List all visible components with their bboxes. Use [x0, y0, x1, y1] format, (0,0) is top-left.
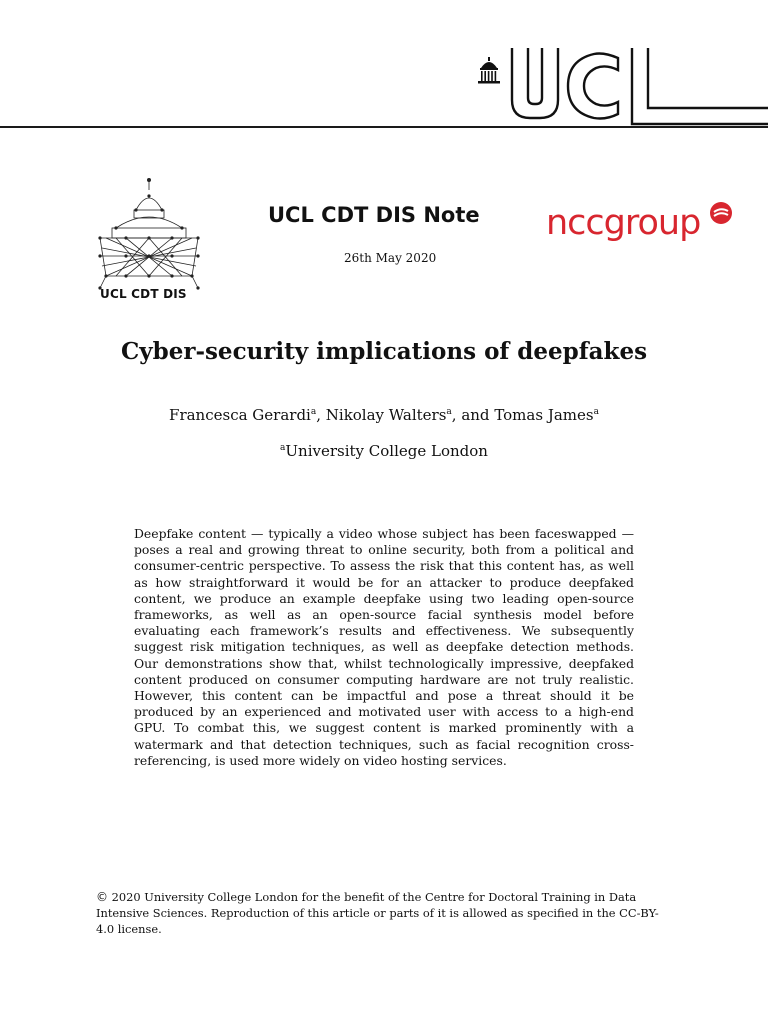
author-affiliation-mark: a	[446, 407, 452, 417]
copyright-symbol: ©	[96, 890, 108, 904]
portico-dome-icon	[478, 57, 500, 84]
header-rule	[0, 126, 768, 128]
author-name: Nikolay Walters	[325, 406, 447, 424]
author-separator: , and	[451, 406, 495, 424]
note-title: UCL CDT DIS Note	[268, 203, 480, 227]
paper-title: Cyber-security implications of deepfakes	[120, 338, 648, 365]
affiliation-name: University College London	[285, 442, 488, 460]
copyright-text: 2020 University College London for the benefit of the Centre for Doctoral Training in Data Intensive Sciences. Reproduction of this article or parts of it is allowed as specified in the CC-BY-4.0 license.	[96, 890, 659, 936]
author-affiliation-mark: a	[310, 407, 317, 417]
ucl-logo	[468, 48, 768, 128]
ucl-logo-text: UCL	[468, 48, 471, 49]
ncc-swirl-icon	[708, 200, 734, 226]
author-list	[0, 406, 768, 424]
note-date: 26th May 2020	[344, 251, 437, 265]
affiliation	[0, 442, 768, 460]
author-name: Tomas James	[494, 406, 594, 424]
copyright-footnote	[96, 889, 676, 937]
ncc-logo-text: nccgroup	[546, 203, 701, 243]
author-affiliation-mark: a	[593, 407, 599, 417]
abstract: Deepfake content — typically a video whose subject has been faceswapped — poses a real and growing threat to online security, both from a political and consumer-centric perspective. To assess the risk that this content has, as well as how straightforward it would be for an attacker to produce deepfaked content, we produce an example deepfake using two leading open-source frameworks, as well as an open-source facial synthesis model before evaluating each framework’s results and effectiveness. We subsequently suggest risk mitigation techniques, as well as deepfake detection methods. Our demonstrations show that, whilst technologically impressive, deepfaked content produced on consumer computing hardware are not truly realistic. However, this content can be impactful and pose a threat should it be produced by an experienced and motivated user with access to a high-end GPU. To combat this, we suggest content is marked prominently with a watermark and that detection techniques, such as facial recognition cross-referencing, is used more widely on video hosting services.	[134, 526, 634, 768]
author-name: Francesca Gerardi	[169, 406, 311, 424]
author-separator: ,	[316, 406, 326, 424]
affiliation-mark: a	[280, 443, 286, 453]
cdt-logo-caption: UCL CDT DIS	[100, 287, 187, 301]
